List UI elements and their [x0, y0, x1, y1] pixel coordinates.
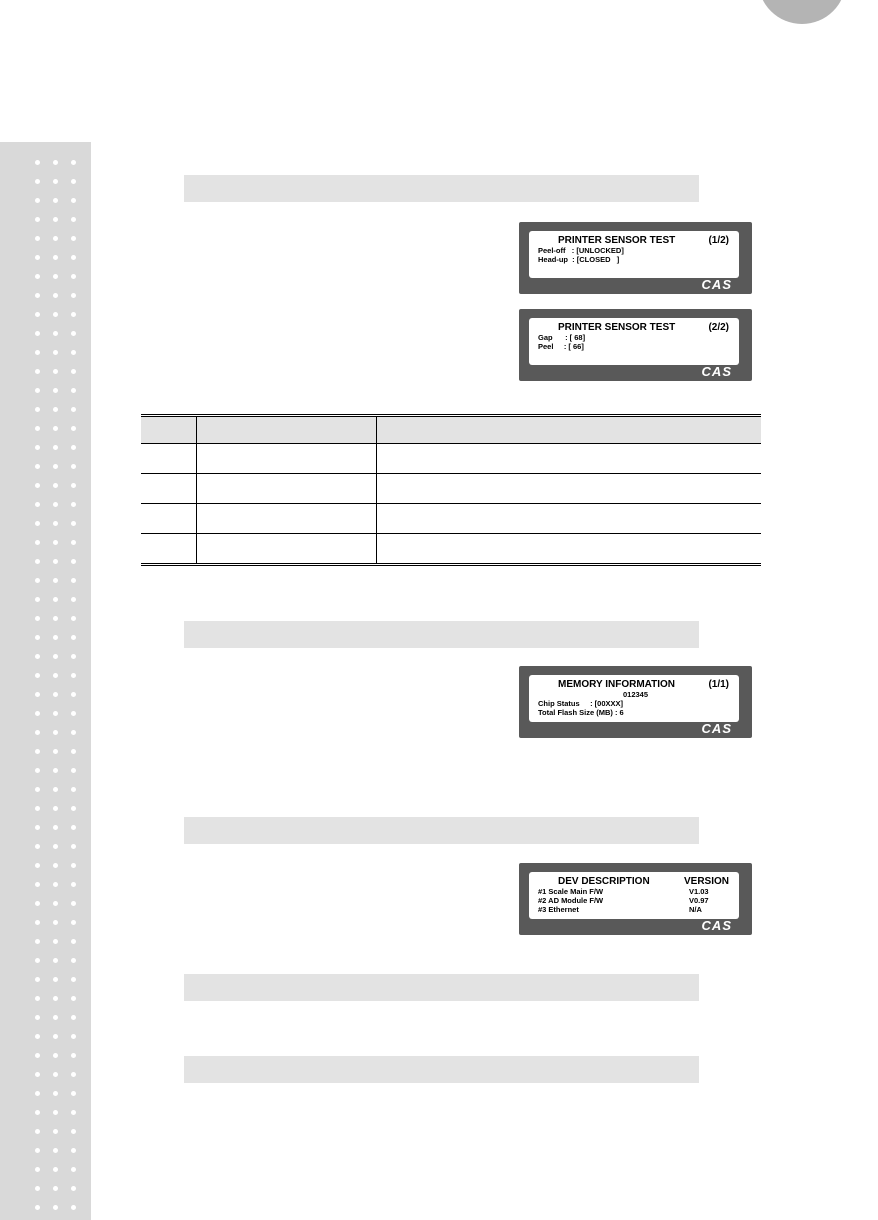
table-cell	[376, 474, 761, 504]
sidebar-dot	[35, 844, 40, 849]
version-row	[538, 896, 733, 905]
sidebar-dot	[53, 540, 58, 545]
lcd-line-peel: Peel : [ 66]	[538, 342, 584, 351]
table-cell	[196, 474, 376, 504]
sidebar-dot	[71, 749, 76, 754]
section-header-bar-4	[184, 974, 699, 1001]
sidebar-dot	[71, 806, 76, 811]
sidebar-dot	[35, 293, 40, 298]
lcd-page-indicator: (1/1)	[708, 679, 729, 690]
sidebar-dot	[71, 521, 76, 526]
version-row-name: #1 Scale Main F/W	[538, 887, 604, 896]
sidebar-dot	[71, 654, 76, 659]
sidebar-dot	[35, 635, 40, 640]
sidebar-dot	[53, 274, 58, 279]
sidebar-dot	[53, 236, 58, 241]
sidebar-dot	[35, 1072, 40, 1077]
table-cell	[376, 504, 761, 534]
sidebar-dot	[71, 255, 76, 260]
version-row-value: V1.03	[689, 887, 709, 896]
sidebar-dot	[71, 1167, 76, 1172]
sidebar-dot	[35, 274, 40, 279]
sidebar-dot	[35, 730, 40, 735]
sidebar-dot	[53, 1072, 58, 1077]
sidebar-dot	[35, 217, 40, 222]
sidebar-dot	[35, 388, 40, 393]
section-header-bar-5	[184, 1056, 699, 1083]
sidebar-dot	[71, 445, 76, 450]
sidebar-dot	[71, 388, 76, 393]
sidebar-dot	[35, 1110, 40, 1115]
sidebar-dot	[71, 578, 76, 583]
lcd-display-sensor-2	[519, 309, 752, 381]
sidebar-dot	[71, 692, 76, 697]
sidebar-dot	[71, 1091, 76, 1096]
lcd-line-gap: Gap : [ 68]	[538, 333, 586, 342]
sidebar-dot	[71, 559, 76, 564]
sidebar-dot	[53, 1053, 58, 1058]
sidebar-dot	[71, 673, 76, 678]
lcd-version-header: VERSION	[683, 876, 729, 887]
sidebar-dot	[35, 692, 40, 697]
table-row	[141, 444, 761, 474]
sidebar-dot	[71, 958, 76, 963]
sidebar-dot	[71, 825, 76, 830]
sidebar-dot	[53, 1129, 58, 1134]
sidebar-dot	[71, 1186, 76, 1191]
sidebar-dot	[35, 521, 40, 526]
lcd-page-indicator: (1/2)	[708, 235, 729, 246]
sidebar-dot	[71, 635, 76, 640]
sidebar-dot	[71, 1053, 76, 1058]
sidebar-dot	[53, 445, 58, 450]
sidebar-dot	[53, 901, 58, 906]
sidebar-dot	[71, 711, 76, 716]
sidebar-dot	[71, 616, 76, 621]
sidebar-dot	[71, 293, 76, 298]
section-header-bar-2	[184, 621, 699, 648]
cas-logo: CAS	[701, 721, 732, 736]
sidebar-dot	[35, 198, 40, 203]
sidebar-dot	[35, 882, 40, 887]
table-header-cell	[141, 416, 196, 444]
sidebar-dot	[53, 350, 58, 355]
section-header-bar-1	[184, 175, 699, 202]
sidebar-dot	[35, 236, 40, 241]
lcd-page-indicator: (2/2)	[708, 322, 729, 333]
sidebar-dot	[35, 939, 40, 944]
sidebar-dot	[71, 844, 76, 849]
sidebar-dot	[71, 863, 76, 868]
lcd-display-version	[519, 863, 752, 935]
cas-logo: CAS	[701, 918, 732, 933]
sidebar-dot	[71, 160, 76, 165]
sidebar-dot	[53, 179, 58, 184]
sidebar-dot	[35, 559, 40, 564]
section-header-bar-3	[184, 817, 699, 844]
lcd-line-peel-off: Peel-off : [UNLOCKED]	[538, 246, 624, 255]
version-row	[538, 887, 733, 896]
sensor-table	[141, 414, 761, 566]
sidebar-dot	[71, 179, 76, 184]
sidebar-dot	[71, 350, 76, 355]
table-cell	[196, 534, 376, 565]
lcd-title: PRINTER SENSOR TEST	[558, 322, 676, 333]
lcd-screen	[529, 318, 739, 365]
sidebar-dot	[53, 369, 58, 374]
sidebar-dot	[53, 198, 58, 203]
sidebar-dot	[71, 540, 76, 545]
table-cell	[141, 504, 196, 534]
sidebar-dot	[53, 939, 58, 944]
sidebar-dot	[53, 863, 58, 868]
sidebar-dot	[35, 787, 40, 792]
sidebar-dot	[35, 654, 40, 659]
sidebar-dot	[35, 331, 40, 336]
sidebar-dot	[35, 806, 40, 811]
table-cell	[141, 474, 196, 504]
cas-logo: CAS	[701, 277, 732, 292]
sidebar-dot	[71, 920, 76, 925]
sidebar-dot	[53, 293, 58, 298]
lcd-title: MEMORY INFORMATION	[558, 679, 676, 690]
table-cell	[376, 534, 761, 565]
sidebar-dot	[35, 768, 40, 773]
sidebar-dot	[53, 388, 58, 393]
sidebar-dot	[53, 654, 58, 659]
sidebar-dot	[53, 882, 58, 887]
sidebar-dot	[53, 1110, 58, 1115]
table-row	[141, 534, 761, 565]
sidebar-dot	[71, 977, 76, 982]
sidebar-dot	[71, 426, 76, 431]
sidebar-dot	[71, 996, 76, 1001]
version-row-name: #3 Ethernet	[538, 905, 579, 914]
sidebar-dot	[53, 692, 58, 697]
sidebar-dot	[53, 160, 58, 165]
lcd-title: DEV DESCRIPTION	[558, 876, 650, 887]
sidebar-dot	[53, 958, 58, 963]
sidebar-dot	[71, 1205, 76, 1210]
sidebar-dot	[53, 1148, 58, 1153]
sidebar-dot	[53, 312, 58, 317]
cas-logo: CAS	[701, 364, 732, 379]
sidebar-dot	[35, 597, 40, 602]
version-row-value: N/A	[689, 905, 702, 914]
lcd-line-chip-status: Chip Status : [00XXX]	[538, 699, 624, 708]
sidebar-dot	[53, 331, 58, 336]
sidebar-dot	[53, 1167, 58, 1172]
sidebar-dot	[71, 312, 76, 317]
sidebar-dot	[71, 597, 76, 602]
sidebar-dot	[53, 578, 58, 583]
table-header-row	[141, 416, 761, 444]
sidebar-dot	[35, 464, 40, 469]
table-row	[141, 504, 761, 534]
sidebar-dot	[71, 1148, 76, 1153]
version-row-name: #2 AD Module F/W	[538, 896, 604, 905]
sidebar-dot	[35, 160, 40, 165]
sidebar-dot	[71, 407, 76, 412]
sidebar-dot	[71, 1034, 76, 1039]
sidebar-dot	[53, 1186, 58, 1191]
sidebar-dot	[35, 426, 40, 431]
sidebar-dot	[53, 407, 58, 412]
sidebar-dot	[71, 939, 76, 944]
lcd-line-head-up: Head-up : [CLOSED ]	[538, 255, 620, 264]
table-cell	[376, 444, 761, 474]
sidebar-dot	[35, 996, 40, 1001]
table-cell	[196, 444, 376, 474]
table-header-cell	[376, 416, 761, 444]
sidebar-dot	[53, 635, 58, 640]
sidebar-dot	[53, 597, 58, 602]
sidebar-dot	[71, 464, 76, 469]
sidebar-dot	[53, 730, 58, 735]
lcd-display-memory	[519, 666, 752, 738]
sidebar-dot	[53, 844, 58, 849]
sidebar-dot	[53, 673, 58, 678]
sidebar-dot	[71, 768, 76, 773]
table-header-cell	[196, 416, 376, 444]
sidebar-dot	[71, 198, 76, 203]
sidebar-dot	[53, 787, 58, 792]
sidebar-dot	[35, 977, 40, 982]
sidebar-dot	[35, 920, 40, 925]
sidebar-dot	[53, 483, 58, 488]
table-cell	[196, 504, 376, 534]
sidebar-dot	[71, 274, 76, 279]
sidebar-dot	[71, 483, 76, 488]
sidebar-dot	[35, 863, 40, 868]
sidebar-dot	[71, 369, 76, 374]
sidebar-dot	[35, 1053, 40, 1058]
sidebar-dot	[53, 806, 58, 811]
sidebar-dot	[53, 559, 58, 564]
sidebar-dot	[35, 958, 40, 963]
sidebar-dot	[35, 179, 40, 184]
sidebar-dot	[71, 730, 76, 735]
sidebar-dot	[53, 825, 58, 830]
sidebar-dot	[53, 977, 58, 982]
sidebar-dot	[71, 787, 76, 792]
sidebar-dot	[35, 616, 40, 621]
sidebar-dot	[53, 255, 58, 260]
sidebar-dot	[35, 673, 40, 678]
sidebar-dot	[35, 407, 40, 412]
sidebar-dot	[35, 1091, 40, 1096]
sidebar-dot	[53, 749, 58, 754]
sidebar-dot	[71, 1129, 76, 1134]
sidebar-dot	[35, 749, 40, 754]
sidebar-dot	[71, 882, 76, 887]
sidebar-dot	[53, 1205, 58, 1210]
sidebar-dot	[35, 1129, 40, 1134]
version-row-value: V0.97	[689, 896, 709, 905]
corner-decoration	[758, 0, 846, 24]
sidebar-dot	[71, 1015, 76, 1020]
lcd-screen	[529, 231, 739, 278]
sidebar-dot	[53, 768, 58, 773]
sidebar-dot	[35, 578, 40, 583]
sidebar-dot	[35, 540, 40, 545]
sidebar-dot	[53, 426, 58, 431]
sidebar-dot	[53, 464, 58, 469]
sidebar-dot	[35, 1186, 40, 1191]
sidebar-dot	[35, 483, 40, 488]
sidebar-dot	[53, 521, 58, 526]
sidebar-dot	[71, 901, 76, 906]
sidebar-dot	[53, 920, 58, 925]
sidebar-dot	[53, 217, 58, 222]
sidebar-dot	[35, 445, 40, 450]
lcd-display-sensor-1	[519, 222, 752, 294]
sidebar-dot	[53, 711, 58, 716]
sidebar-dot	[35, 711, 40, 716]
sidebar-dot	[53, 1015, 58, 1020]
dotted-sidebar	[0, 142, 91, 1220]
lcd-line-flash-size: Total Flash Size (MB) : 6	[538, 708, 624, 717]
sidebar-dot	[35, 369, 40, 374]
sidebar-dot	[35, 1034, 40, 1039]
sidebar-dot	[71, 331, 76, 336]
sidebar-dot	[35, 312, 40, 317]
sidebar-dot	[71, 217, 76, 222]
sidebar-dot	[35, 1148, 40, 1153]
sidebar-dot	[35, 502, 40, 507]
lcd-title: PRINTER SENSOR TEST	[558, 235, 676, 246]
table-cell	[141, 534, 196, 565]
sidebar-dot	[53, 996, 58, 1001]
sidebar-dot	[71, 1110, 76, 1115]
sidebar-dot	[71, 502, 76, 507]
lcd-screen	[529, 872, 739, 919]
sidebar-dot	[35, 901, 40, 906]
sidebar-dot	[35, 350, 40, 355]
sidebar-dot	[53, 502, 58, 507]
sidebar-dot	[71, 236, 76, 241]
sidebar-dot	[35, 1015, 40, 1020]
sidebar-dot	[53, 616, 58, 621]
lcd-screen	[529, 675, 739, 722]
lcd-serial: 012345	[622, 690, 649, 699]
sidebar-dot	[35, 255, 40, 260]
sidebar-dot	[53, 1091, 58, 1096]
sidebar-dot	[35, 1167, 40, 1172]
version-row	[538, 905, 733, 914]
sidebar-dot	[71, 1072, 76, 1077]
sidebar-dot	[35, 1205, 40, 1210]
table-cell	[141, 444, 196, 474]
sidebar-dot	[53, 1034, 58, 1039]
table-row	[141, 474, 761, 504]
sidebar-dot	[35, 825, 40, 830]
